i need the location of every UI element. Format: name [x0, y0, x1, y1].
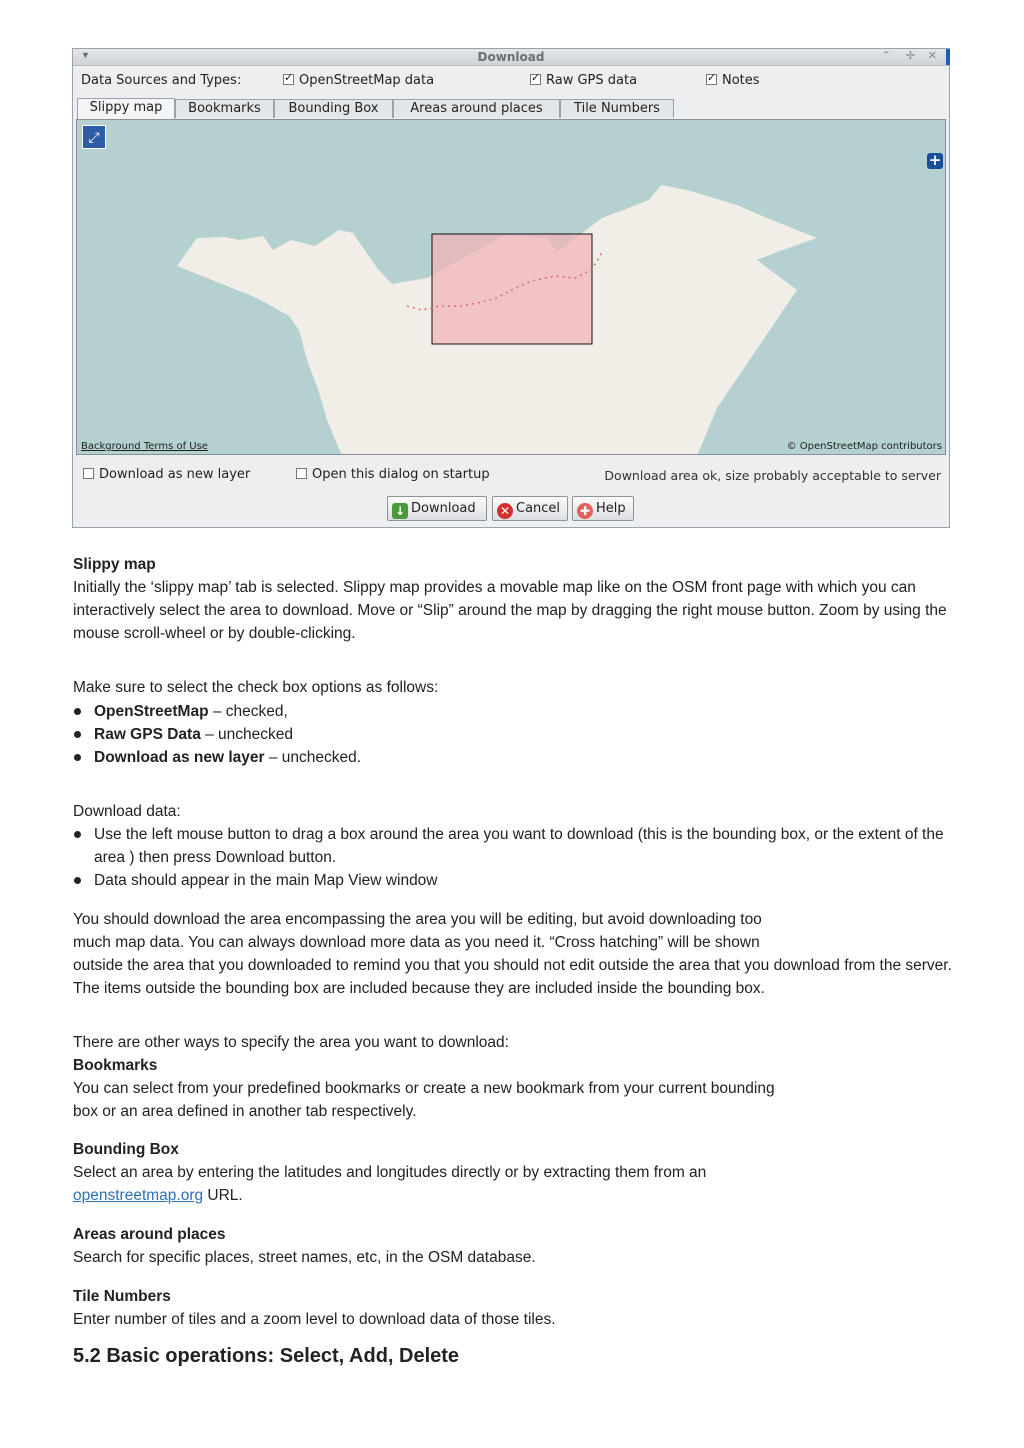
bookmarks-section	[73, 1054, 953, 1123]
notes-checkbox[interactable]	[706, 73, 760, 88]
title-bar	[73, 49, 949, 66]
bounding-box-section	[73, 1138, 953, 1207]
download-button[interactable]	[387, 496, 487, 521]
tile-numbers-section	[73, 1285, 953, 1331]
bounding-box-line: Select an area by entering the latitudes and longitudes directly or by extracting them from an	[73, 1164, 707, 1181]
make-sure-text: Make sure to select the check box options as follows:	[73, 678, 439, 696]
notes-label: Notes	[722, 73, 760, 88]
options-row	[83, 467, 941, 485]
list-item	[73, 700, 953, 723]
map-canvas	[77, 120, 946, 455]
list-item: Use the left mouse button to drag a box around the area you want to download (this is the bounding box, or the extent of the area ) then press Download button.	[73, 823, 953, 869]
checkbox-checked-icon	[530, 74, 541, 85]
option-name: Download as new layer	[94, 749, 265, 766]
download-advice-paragraph	[73, 908, 953, 1000]
window-edge	[946, 49, 950, 65]
checkbox-checked-icon	[706, 74, 717, 85]
cancel-button[interactable]	[492, 496, 568, 521]
bounding-box-heading: Bounding Box	[73, 1141, 179, 1158]
areas-section	[73, 1223, 953, 1269]
cancel-button-label: Cancel	[516, 501, 561, 516]
download-data-text: Download data:	[73, 802, 181, 820]
close-icon[interactable]: ✕	[927, 49, 937, 62]
download-status-text: Download area ok, size probably acceptable to server	[604, 468, 941, 483]
osm-data-label: OpenStreetMap data	[299, 73, 435, 88]
download-button-label: Download	[411, 501, 476, 516]
cancel-x-icon: ✕	[497, 503, 513, 519]
advice-line: much map data. You can always download more data as you need it. “Cross hatching” will be shown	[73, 934, 760, 951]
download-steps-list	[73, 823, 953, 892]
tab-bookmarks[interactable]: Bookmarks	[175, 99, 274, 118]
help-lifebuoy-icon: ✚	[577, 503, 593, 519]
tab-slippy-map[interactable]: Slippy map	[77, 98, 175, 119]
option-name: Raw GPS Data	[94, 726, 201, 743]
open-on-startup-label: Open this dialog on startup	[312, 467, 490, 482]
help-button-label: Help	[596, 501, 626, 516]
list-item	[73, 746, 953, 769]
download-new-layer-checkbox[interactable]	[83, 467, 250, 482]
slippy-map-heading: Slippy map	[73, 556, 156, 573]
tab-tile-numbers[interactable]: Tile Numbers	[560, 99, 674, 118]
url-suffix: URL.	[203, 1187, 243, 1204]
list-item: Data should appear in the main Map View window	[73, 869, 953, 892]
option-state: – checked,	[208, 703, 288, 720]
tile-numbers-text: Enter number of tiles and a zoom level to download data of those tiles.	[73, 1311, 556, 1328]
maximize-icon[interactable]: ✢	[905, 49, 915, 62]
tab-bounding-box[interactable]: Bounding Box	[274, 99, 393, 118]
tab-areas-around-places[interactable]: Areas around places	[393, 99, 560, 118]
checkbox-unchecked-icon	[296, 468, 307, 479]
window-menu-icon[interactable]: ▼	[81, 50, 90, 60]
bookmarks-heading: Bookmarks	[73, 1057, 158, 1074]
option-state: – unchecked.	[264, 749, 362, 766]
data-sources-label: Data Sources and Types:	[81, 73, 242, 88]
open-on-startup-checkbox[interactable]	[296, 467, 490, 482]
raw-gps-checkbox[interactable]	[530, 73, 637, 88]
tile-numbers-heading: Tile Numbers	[73, 1288, 171, 1305]
data-sources-row	[81, 73, 941, 91]
fullscreen-icon[interactable]: ⤢	[82, 125, 106, 149]
advice-line: You should download the area encompassing the area you will be editing, but avoid downloading too	[73, 911, 762, 928]
checkbox-options-list	[73, 700, 953, 769]
other-ways-text: There are other ways to specify the area you want to download:	[73, 1033, 509, 1051]
download-dialog	[72, 48, 950, 528]
dialog-title: Download	[477, 50, 545, 64]
section-heading: 5.2 Basic operations: Select, Add, Delete	[73, 1345, 460, 1367]
button-row	[73, 496, 949, 522]
bounding-box-line	[73, 1184, 953, 1207]
osm-attribution: © OpenStreetMap contributors	[786, 441, 942, 452]
option-state: – unchecked	[200, 726, 294, 743]
advice-line: outside the area that you downloaded to remind you that you should not edit outside the area that you download from the server. The items outside the bounding box are included because they are included inside the bounding box.	[73, 957, 952, 997]
raw-gps-label: Raw GPS data	[546, 73, 638, 88]
bookmarks-line: box or an area defined in another tab respectively.	[73, 1103, 417, 1120]
checkbox-unchecked-icon	[83, 468, 94, 479]
background-terms-link[interactable]: Background Terms of Use	[81, 441, 208, 452]
option-name: OpenStreetMap	[94, 703, 209, 720]
minimize-icon[interactable]: ⌃	[881, 49, 891, 62]
download-arrow-icon: ↓	[392, 503, 408, 519]
slippy-map[interactable]	[76, 119, 946, 455]
areas-text: Search for specific places, street names, etc, in the OSM database.	[73, 1249, 536, 1266]
slippy-map-section	[73, 553, 953, 645]
list-item	[73, 723, 953, 746]
checkbox-checked-icon	[283, 74, 294, 85]
download-new-layer-label: Download as new layer	[99, 467, 251, 482]
zoom-in-icon[interactable]: +	[928, 151, 942, 169]
help-button[interactable]	[572, 496, 634, 521]
openstreetmap-link[interactable]: openstreetmap.org	[73, 1187, 204, 1204]
slippy-map-paragraph: Initially the ‘slippy map’ tab is selected. Slippy map provides a movable map like on the OSM front page with which you can interactively select the area to download. Move or “Slip” around the map by dragging the right mouse button. Zoom by using the mouse scroll-wheel or by double-clicking.	[73, 579, 947, 642]
areas-heading: Areas around places	[73, 1226, 226, 1243]
osm-data-checkbox[interactable]	[283, 73, 434, 88]
bookmarks-line: You can select from your predefined bookmarks or create a new bookmark from your current bounding	[73, 1080, 775, 1097]
